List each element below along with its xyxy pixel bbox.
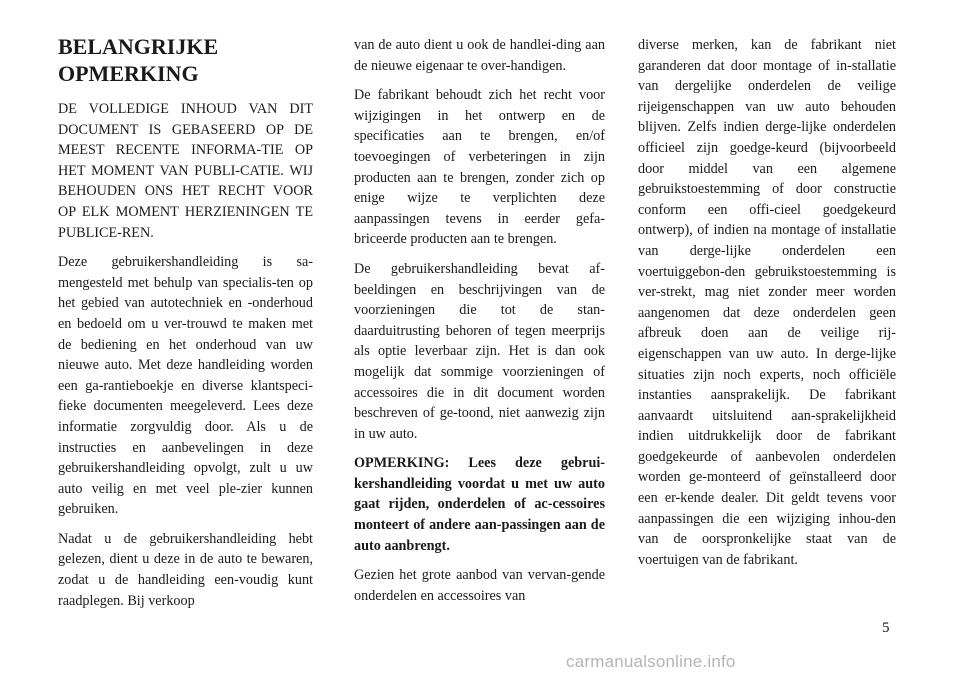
manufacturer-rights-paragraph: De fabrikant behoudt zich het recht voor wijzigingen in het ontwerp en de specificaties aan te brengen, en/of toevoegingen of verbeteringen in zijn producten aan te brengen, zonder zich op enige wijze te verplichten deze aanpassingen tevens in eerder gefa-briceerde producten aan te brengen. [354,87,605,248]
notice-caps-paragraph: DE VOLLEDIGE INHOUD VAN DIT DOCUMENT IS GEBASEERD OP DE MEEST RECENTE INFORMA-TIE OP HET MOMENT VAN PUBLI-CATIE. WIJ BEHOUDEN ONS HET RECHT VOOR OP ELK MOMENT HERZIENINGEN TE PUBLICE-REN. [58,101,313,241]
handover-paragraph: van de auto dient u ook de handlei-ding aan de nieuwe eigenaar te over-handigen. [354,37,605,74]
replacement-parts-paragraph: Gezien het grote aanbod van vervan-gende onderdelen en accessoires van [354,567,605,604]
note-paragraph: OPMERKING: Lees deze gebrui-kershandleiding voordat u met uw auto gaat rijden, onderdelen of ac-cessoires monteert of andere aan-passingen aan de auto aanbrengt. [354,455,605,554]
illustrations-paragraph: De gebruikershandleiding bevat af-beeldingen en beschrijvingen van de voorzieningen die tot de stan-daarduitrusting behoren of tegen meerprijs als optie leverbaar zijn. Het is dan ook mogelijk dat sommige voorzieningen of accessoires die in dit document worden beschreven of ge-toond, niet aanwezig zijn in uw auto. [354,260,605,442]
page-number: 5 [882,620,890,636]
column-left [58,33,313,620]
column-middle [354,35,605,615]
page-title: BELANGRIJKE OPMERKING [58,34,219,86]
watermark-text: carmanualsonline.info [566,652,736,671]
keep-manual-paragraph: Nadat u de gebruikershandleiding hebt gelezen, dient u deze in de auto te bewaren, zodat u de handleiding een-voudig kunt raadplegen. Bij verkoop [58,530,313,609]
liability-paragraph: diverse merken, kan de fabrikant niet garanderen dat door montage of in-stallatie van dergelijke onderdelen de veilige rijeigenschappen van uw auto behouden blijven. Zelfs indien derge-lijke onderdelen officieel zijn goedge-keurd (bijvoorbeeld door middel van een algemene gebruikstoestemming of door constructie conform een offi-cieel goedgekeurd ontwerp), of indien na montage of installatie van derge-lijke onderdelen een voertuiggebon-den gebruikstoestemming is ver-strekt, mag niet zonder meer worden aangenomen dat deze onderdelen geen afbreuk doen aan de veilige rij-eigenschappen van uw auto. In derge-lijke situaties zijn noch experts, noch officiële instanties aansprakelijk. De fabrikant aanvaardt uitsluitend aan-sprakelijkheid indien uitdrukkelijk door de fabrikant goedgekeurde of aanbevolen onderdelen worden ge-monteerd of geïnstalleerd door een er-kende dealer. Dit geldt tevens voor aanpassingen die een wijziging inhou-den van de oorspronkelijke staat van de voertuigen van de fabrikant. [638,37,896,568]
column-right [638,35,896,579]
intro-paragraph: Deze gebruikershandleiding is sa-mengesteld met behulp van specialis-ten op het gebied van autotechniek en -onderhoud en bedoeld om u ver-trouwd te maken met de bediening en het onderhoud van uw nieuwe auto. Met deze handleiding worden een ga-rantieboekje en diverse klantspeci-fieke documenten meegeleverd. Lees deze informatie zorgvuldig door. Als u de instructies en aanbevelingen in deze gebruikershandleiding opvolgt, zult u uw auto veilig en met veel ple-zier kunnen gebruiken. [58,254,313,518]
